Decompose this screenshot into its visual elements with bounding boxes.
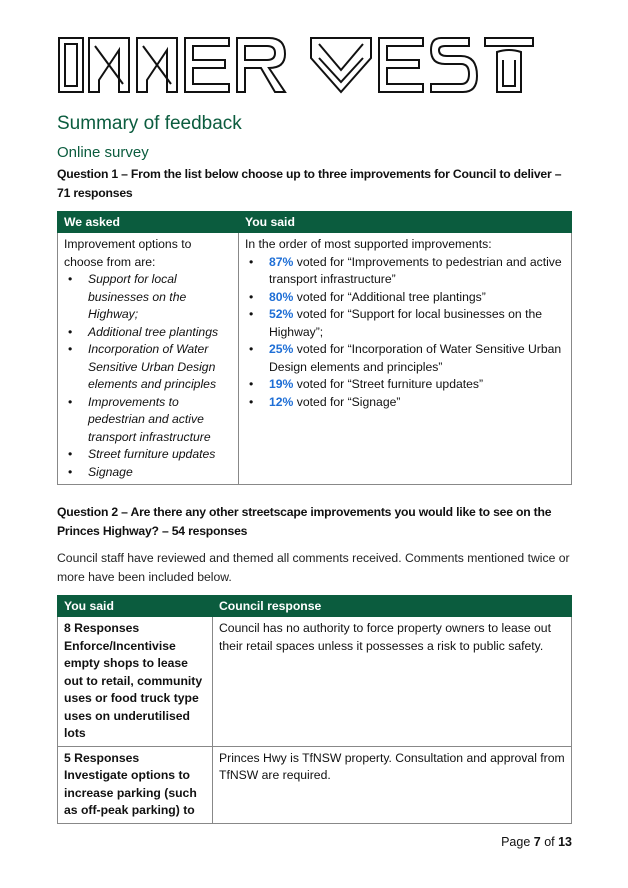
page-title: Summary of feedback (57, 113, 242, 134)
you-said-cell (239, 233, 572, 485)
list-item: • Additional tree plantings (88, 324, 232, 342)
table-row (58, 233, 572, 485)
list-item (269, 289, 565, 307)
current-page: 7 (533, 835, 541, 849)
intro-paragraph: Council staff have reviewed and themed all comments received. Comments mentioned twice or more have been included below. (57, 551, 570, 584)
column-header-you-said: You said (239, 212, 572, 233)
percentage: 19% (269, 377, 294, 391)
column-header-you-said: You said (58, 596, 213, 617)
total-pages: 13 (558, 835, 572, 849)
question-1: Question 1 – From the list below choose up to three improvements for Council to deliver – 71 responses (57, 167, 562, 200)
you-said-cell: 8 Responses Enforce/Incentivise empty shops to lease out to retail, community uses or food truck type uses on underutilised lots (58, 617, 213, 747)
result-text: voted for “Additional tree plantings” (293, 289, 486, 304)
said-intro: In the order of most supported improvements: (245, 237, 492, 251)
column-header-we-asked: We asked (58, 212, 239, 233)
table-row (58, 746, 572, 823)
section-subtitle: Online survey (57, 144, 149, 161)
result-text: voted for “Incorporation of Water Sensitive Urban Design elements and principles” (269, 342, 562, 374)
column-header-council-response: Council response (213, 596, 572, 617)
result-text: voted for “Support for local businesses on the Highway”; (269, 307, 543, 339)
list-item (269, 394, 565, 412)
list-item (269, 341, 565, 376)
table-header-row (58, 596, 572, 617)
percentage: 80% (269, 289, 294, 304)
question-1-table (57, 211, 572, 485)
result-text: voted for “Signage” (293, 394, 401, 409)
question-2: Question 2 – Are there any other streetscape improvements you would like to see on the Princes Highway? – 54 responses (57, 505, 552, 538)
result-text: voted for “Street furniture updates” (293, 377, 484, 391)
page-number (501, 835, 572, 849)
list-item: • Support for local businesses on the Highway; (88, 271, 232, 324)
table-row (58, 617, 572, 747)
list-item (269, 306, 565, 341)
list-item (269, 254, 565, 289)
percentage: 12% (269, 394, 294, 409)
inner-west-logo (57, 36, 535, 94)
asked-intro: Improvement options to choose from are: (64, 237, 192, 269)
you-said-cell: 5 Responses Investigate options to increase parking (such as off-peak parking) to (58, 746, 213, 823)
list-item: • Street furniture updates (88, 446, 232, 464)
we-asked-cell (58, 233, 239, 485)
page-label: Page (501, 835, 534, 849)
list-item: • Incorporation of Water Sensitive Urban Design elements and principles (88, 341, 232, 394)
said-results-list (245, 254, 565, 412)
council-response-cell: Council has no authority to force property owners to lease out their retail spaces unless it possesses a risk to public safety. (213, 617, 572, 747)
percentage: 87% (269, 254, 294, 269)
council-response-cell: Princes Hwy is TfNSW property. Consultation and approval from TfNSW are required. (213, 746, 572, 823)
table-header-row (58, 212, 572, 233)
list-item: • Improvements to pedestrian and active transport infrastructure (88, 394, 232, 447)
percentage: 25% (269, 342, 294, 356)
page-of: of (540, 835, 559, 849)
list-item: • Signage (88, 464, 232, 482)
percentage: 52% (269, 307, 294, 321)
result-text: voted for “Improvements to pedestrian and active transport infrastructure” (269, 254, 562, 286)
asked-options-list (64, 271, 232, 481)
question-2-table (57, 595, 572, 824)
list-item (269, 376, 565, 394)
